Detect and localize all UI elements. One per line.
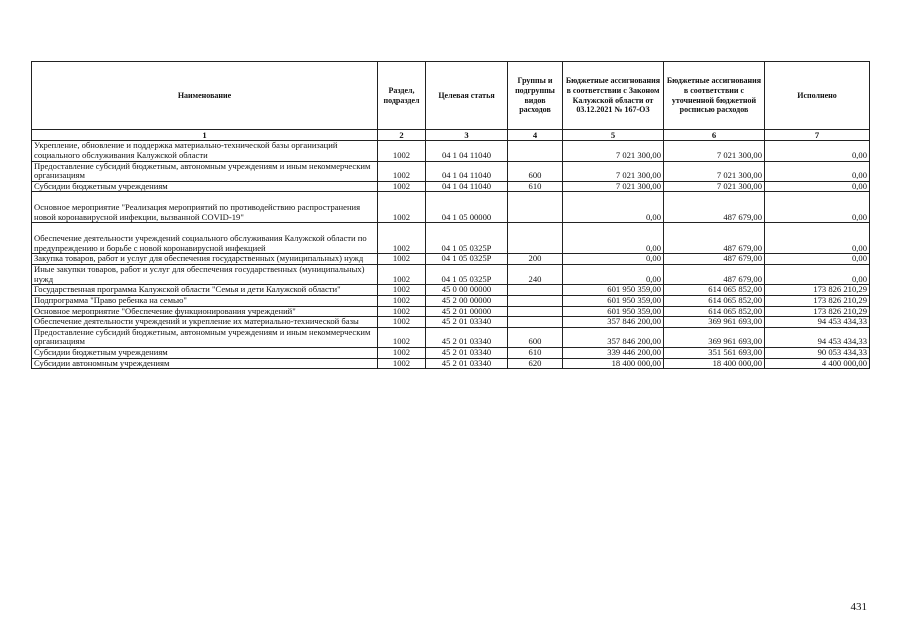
cell-group: 620: [508, 358, 563, 369]
cell-executed: 4 400 000,00: [765, 358, 870, 369]
cell-target: 04 1 05 0325P: [426, 265, 508, 285]
cell-law: 0,00: [563, 254, 664, 265]
cell-law: 601 950 359,00: [563, 285, 664, 296]
cell-executed: 0,00: [765, 161, 870, 181]
cell-name: Иные закупки товаров, работ и услуг для обеспечения государственных (муниципальных) нужд: [32, 265, 378, 285]
cell-executed: 0,00: [765, 192, 870, 223]
cell-group: [508, 141, 563, 161]
page-number: 431: [850, 601, 867, 613]
cell-section: 1002: [378, 285, 426, 296]
cell-target: 04 1 05 0325P: [426, 223, 508, 254]
cell-target: 45 2 01 03340: [426, 348, 508, 359]
cell-refined: 487 679,00: [664, 192, 765, 223]
cell-section: 1002: [378, 254, 426, 265]
cell-refined: 18 400 000,00: [664, 358, 765, 369]
cell-target: 04 1 04 11040: [426, 161, 508, 181]
cell-law: 18 400 000,00: [563, 358, 664, 369]
cell-refined: 351 561 693,00: [664, 348, 765, 359]
cell-target: 45 2 01 00000: [426, 306, 508, 317]
cell-executed: 173 826 210,29: [765, 285, 870, 296]
cell-refined: 487 679,00: [664, 223, 765, 254]
cell-name: Предоставление субсидий бюджетным, автономным учреждениям и иным некоммерческим организациям: [32, 161, 378, 181]
cell-target: 45 2 00 00000: [426, 295, 508, 306]
table-row: [32, 327, 870, 347]
cell-group: [508, 223, 563, 254]
cell-name: Укрепление, обновление и поддержка материально-технической базы организаций социального обслуживания Калужской области: [32, 141, 378, 161]
cell-refined: 487 679,00: [664, 265, 765, 285]
cell-executed: 0,00: [765, 223, 870, 254]
cell-refined: 7 021 300,00: [664, 181, 765, 192]
cell-section: 1002: [378, 327, 426, 347]
cell-section: 1002: [378, 192, 426, 223]
cell-name: Основное мероприятие "Реализация мероприятий по противодействию распространения новой коронавирусной инфекции, вызванной COVID-19": [32, 192, 378, 223]
cell-group: 610: [508, 181, 563, 192]
cell-executed: 0,00: [765, 141, 870, 161]
cell-name: Предоставление субсидий бюджетным, автономным учреждениям и иным некоммерческим организациям: [32, 327, 378, 347]
cell-name: Закупка товаров, работ и услуг для обеспечения государственных (муниципальных) нужд: [32, 254, 378, 265]
cell-law: 7 021 300,00: [563, 161, 664, 181]
cell-section: 1002: [378, 306, 426, 317]
cell-law: 339 446 200,00: [563, 348, 664, 359]
cell-section: 1002: [378, 141, 426, 161]
cell-refined: 614 065 852,00: [664, 285, 765, 296]
cell-name: Субсидии автономным учреждениям: [32, 358, 378, 369]
cell-group: [508, 295, 563, 306]
cell-law: 7 021 300,00: [563, 141, 664, 161]
cell-section: 1002: [378, 223, 426, 254]
col-header-section: Раздел, подраздел: [378, 62, 426, 130]
col-number: 1: [32, 130, 378, 141]
cell-target: 45 2 01 03340: [426, 358, 508, 369]
cell-refined: 369 961 693,00: [664, 317, 765, 328]
cell-name: Субсидии бюджетным учреждениям: [32, 348, 378, 359]
col-number: 5: [563, 130, 664, 141]
cell-executed: 0,00: [765, 254, 870, 265]
cell-law: 601 950 359,00: [563, 306, 664, 317]
table-header: [32, 62, 870, 141]
cell-target: 04 1 05 0325P: [426, 254, 508, 265]
cell-executed: 0,00: [765, 265, 870, 285]
table-row: [32, 348, 870, 359]
col-header-target: Целевая статья: [426, 62, 508, 130]
col-header-name: Наименование: [32, 62, 378, 130]
cell-law: 0,00: [563, 223, 664, 254]
cell-section: 1002: [378, 161, 426, 181]
table-row: [32, 192, 870, 223]
table-row: [32, 285, 870, 296]
cell-refined: 7 021 300,00: [664, 141, 765, 161]
col-number: 7: [765, 130, 870, 141]
column-number-row: [32, 130, 870, 141]
table-row: [32, 306, 870, 317]
col-header-refined: Бюджетные ассигнования в соответствии с уточненной бюджетной росписью расходов: [664, 62, 765, 130]
cell-section: 1002: [378, 295, 426, 306]
cell-name: Государственная программа Калужской области "Семья и дети Калужской области": [32, 285, 378, 296]
cell-law: 0,00: [563, 265, 664, 285]
cell-refined: 7 021 300,00: [664, 161, 765, 181]
cell-executed: 90 053 434,33: [765, 348, 870, 359]
cell-name: Подпрограмма "Право ребенка на семью": [32, 295, 378, 306]
cell-law: 7 021 300,00: [563, 181, 664, 192]
header-row: [32, 62, 870, 130]
budget-table: [31, 61, 870, 369]
cell-executed: 173 826 210,29: [765, 295, 870, 306]
cell-group: [508, 192, 563, 223]
table-row: [32, 141, 870, 161]
cell-name: Обеспечение деятельности учреждений и укрепление их материально-технической базы: [32, 317, 378, 328]
col-number: 4: [508, 130, 563, 141]
col-header-executed: Исполнено: [765, 62, 870, 130]
col-number: 2: [378, 130, 426, 141]
cell-target: 04 1 04 11040: [426, 181, 508, 192]
cell-group: [508, 306, 563, 317]
cell-group: 200: [508, 254, 563, 265]
table-row: [32, 295, 870, 306]
cell-executed: 0,00: [765, 181, 870, 192]
cell-group: 240: [508, 265, 563, 285]
col-number: 6: [664, 130, 765, 141]
cell-executed: 173 826 210,29: [765, 306, 870, 317]
cell-law: 0,00: [563, 192, 664, 223]
cell-target: 04 1 04 11040: [426, 141, 508, 161]
cell-target: 45 0 00 00000: [426, 285, 508, 296]
cell-group: 610: [508, 348, 563, 359]
col-number: 3: [426, 130, 508, 141]
cell-group: [508, 285, 563, 296]
cell-group: 600: [508, 161, 563, 181]
table-row: [32, 317, 870, 328]
cell-target: 45 2 01 03340: [426, 327, 508, 347]
cell-group: 600: [508, 327, 563, 347]
cell-law: 357 846 200,00: [563, 317, 664, 328]
col-header-group: Группы и подгруппы видов расходов: [508, 62, 563, 130]
cell-group: [508, 317, 563, 328]
table-row: [32, 223, 870, 254]
cell-refined: 614 065 852,00: [664, 295, 765, 306]
cell-name: Обеспечение деятельности учреждений социального обслуживания Калужской области по предупреждению и борьбе с новой коронавирусной инфекцией: [32, 223, 378, 254]
cell-name: Основное мероприятие "Обеспечение функционирования учреждений": [32, 306, 378, 317]
table-body: [32, 141, 870, 369]
cell-section: 1002: [378, 265, 426, 285]
cell-section: 1002: [378, 317, 426, 328]
cell-executed: 94 453 434,33: [765, 327, 870, 347]
table-row: [32, 161, 870, 181]
col-header-law: Бюджетные ассигнования в соответствии с Законом Калужской области от 03.12.2021 № 167-ОЗ: [563, 62, 664, 130]
cell-target: 04 1 05 00000: [426, 192, 508, 223]
cell-target: 45 2 01 03340: [426, 317, 508, 328]
cell-section: 1002: [378, 348, 426, 359]
cell-law: 601 950 359,00: [563, 295, 664, 306]
cell-refined: 369 961 693,00: [664, 327, 765, 347]
table-row: [32, 265, 870, 285]
cell-law: 357 846 200,00: [563, 327, 664, 347]
cell-section: 1002: [378, 358, 426, 369]
table-row: [32, 181, 870, 192]
cell-section: 1002: [378, 181, 426, 192]
table-row: [32, 254, 870, 265]
table-row: [32, 358, 870, 369]
cell-refined: 614 065 852,00: [664, 306, 765, 317]
cell-executed: 94 453 434,33: [765, 317, 870, 328]
cell-refined: 487 679,00: [664, 254, 765, 265]
cell-name: Субсидии бюджетным учреждениям: [32, 181, 378, 192]
